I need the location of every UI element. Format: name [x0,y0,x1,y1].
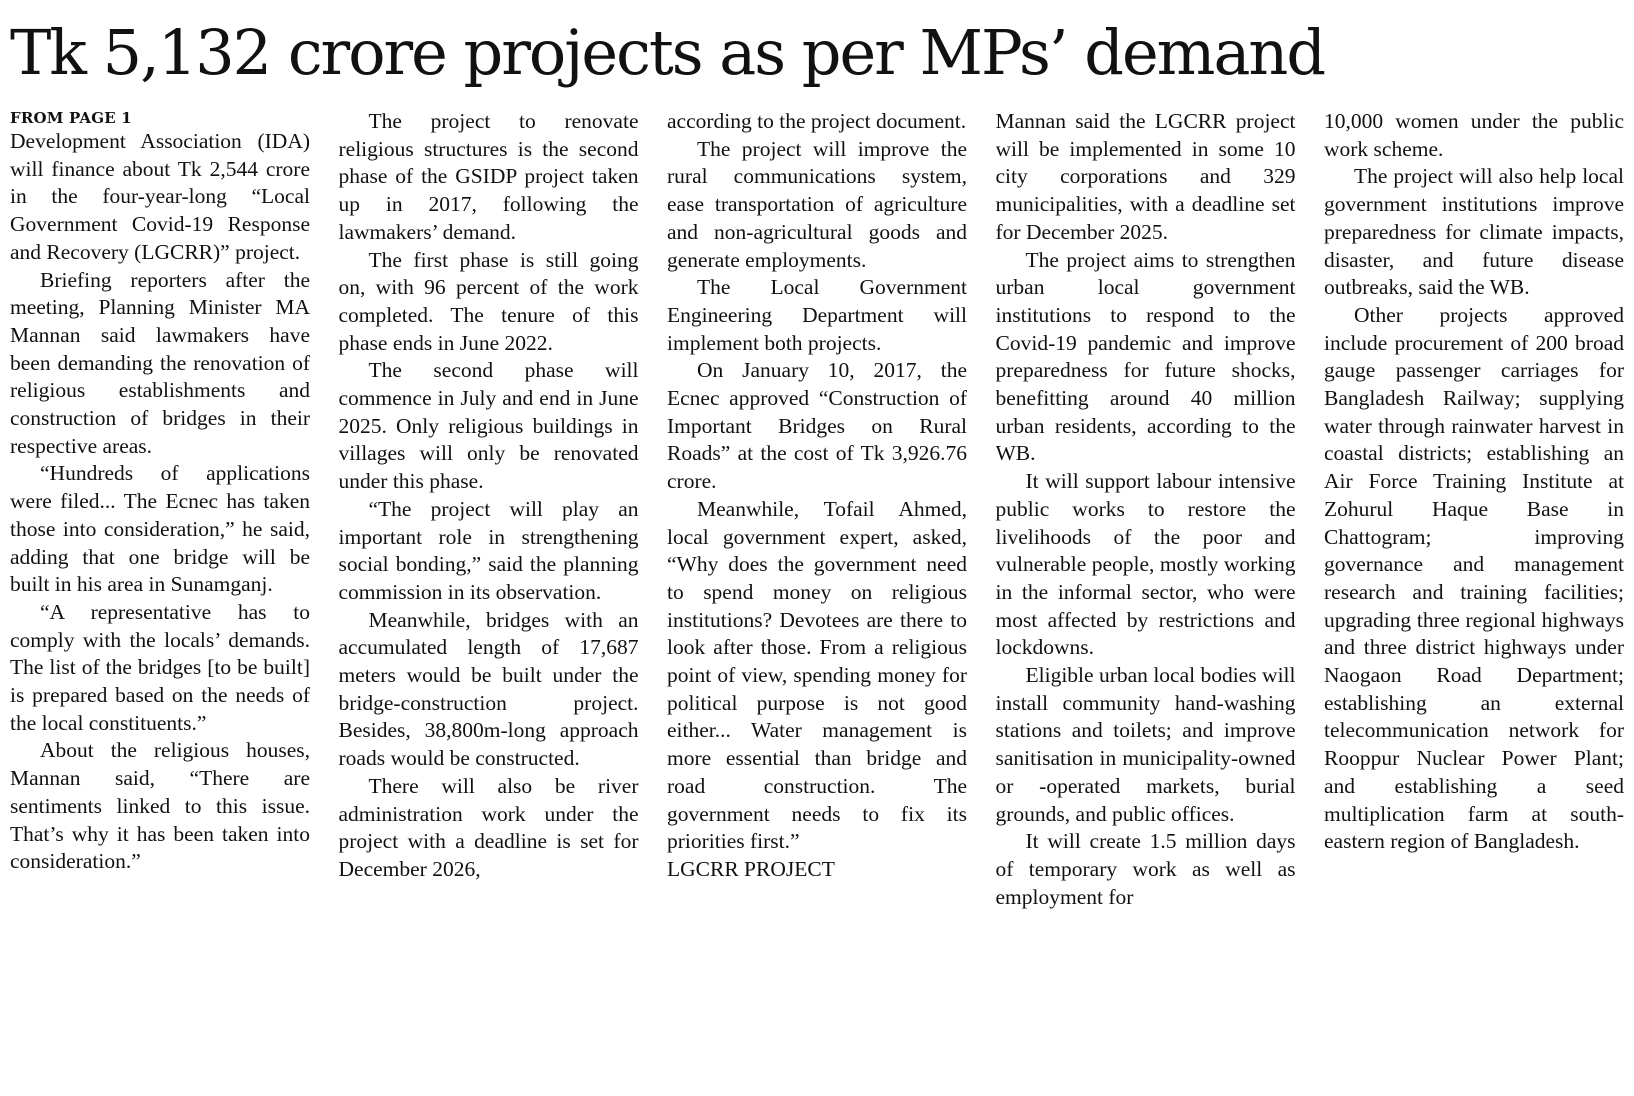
paragraph: It will create 1.5 million days of temporary work as well as employment for [995,829,1296,909]
article-body [10,108,1624,1088]
column-4 [996,108,1296,1088]
paragraph: Meanwhile, Tofail Ahmed, local government expert, asked, “Why does the government need to spend money on religious institutions? Devotees are there to look after those. From a religious point of view, spending money for political purpose is not good either... Water management is more essential than bridge and road construction. The government needs to fix its priorities first.” [667,496,967,854]
paragraph: “A representative has to comply with the locals’ demands. The list of the bridges [to be built] is prepared based on the needs of the local constituents.” [10,599,310,735]
jump-label: FROM PAGE 1 [10,109,132,127]
paragraph: The project will improve the rural communications system, ease transportation of agriculture and non-agricultural goods and generate employments. [667,136,967,272]
paragraph: The Local Government Engineering Department will implement both projects. [667,275,967,355]
headline: Tk 5,132 crore projects as per MPs’ demand [10,16,1325,89]
paragraph: The second phase will commence in July and end in June 2025. Only religious buildings in villages will only be renovated under this phase. [338,358,639,494]
paragraph: Eligible urban local bodies will install community hand-washing stations and toilets; and improve sanitisation in municipality-owned or -operated markets, burial grounds, and public offices. [995,663,1296,826]
paragraph: Meanwhile, bridges with an accumulated length of 17,687 meters would be built under the bridge-construction project. Besides, 38,800m-long approach roads would be constructed. [338,607,639,771]
paragraph: “Hundreds of applications were filed... The Ecnec has taken those into consideration,” he said, adding that one bridge will be built in his area in Sunamganj. [10,461,310,597]
paragraph: The project aims to strengthen urban local government institutions to respond to the Covid-19 pandemic and improve preparedness for future shocks, benefitting around 40 million urban residents, according to the WB. [995,247,1296,466]
paragraph: About the religious houses, Mannan said, “There are sentiments linked to this issue. That’s why it has been taken into consideration.” [10,738,310,874]
paragraph: Other projects approved include procurement of 200 broad gauge passenger carriages for Bangladesh Railway; supplying water through rainwater harvest in coastal districts; establishing an Air Force Training Institute at Zohurul Haque Base in Chattogram; improving governance and management research and training facilities; upgrading three regional highways and three district highways under Naogaon Road Department; establishing an external telecommunication network for Rooppur Nuclear Power Plant; and establishing a seed multiplication farm at south-eastern region of Bangladesh. [1324,302,1624,854]
paragraph: On January 10, 2017, the Ecnec approved “Construction of Important Bridges on Rural Roads” at the cost of Tk 3,926.76 crore. [667,358,967,494]
section-subhead: LGCRR PROJECT [667,856,835,881]
paragraph: The project to renovate religious structures is the second phase of the GSIDP project taken up in 2017, following the lawmakers’ demand. [338,109,639,244]
paragraph: Briefing reporters after the meeting, Planning Minister MA Mannan said lawmakers have been demanding the renovation of religious establishments and construction of bridges in their respective areas. [10,267,310,458]
column-1 [10,108,310,1088]
column-5 [1324,108,1624,1088]
paragraph: according to the project document. [667,109,967,133]
paragraph: Development Association (IDA) will finance about Tk 2,544 crore in the four-year-long “Local Government Covid-19 Response and Recovery (LGCRR)” project. [10,129,310,264]
paragraph: 10,000 women under the public work scheme. [1324,109,1624,161]
paragraph: It will support labour intensive public works to restore the livelihoods of the poor and vulnerable people, mostly working in the informal sector, who were most affected by restrictions and lockdowns. [995,469,1296,660]
paragraph: Mannan said the LGCRR project will be implemented in some 10 city corporations and 329 municipalities, with a deadline set for December 2025. [995,109,1296,244]
column-2 [339,108,639,1088]
paragraph: There will also be river administration work under the project with a deadline is set for December 2026, [338,773,639,881]
paragraph: The project will also help local government institutions improve preparedness for climate impacts, disaster, and future disease outbreaks, said the WB. [1324,164,1624,300]
paragraph: The first phase is still going on, with 96 percent of the work completed. The tenure of this phase ends in June 2022. [338,247,639,355]
column-3 [667,108,967,1088]
paragraph: “The project will play an important role in strengthening social bonding,” said the planning commission in its observation. [338,496,639,604]
